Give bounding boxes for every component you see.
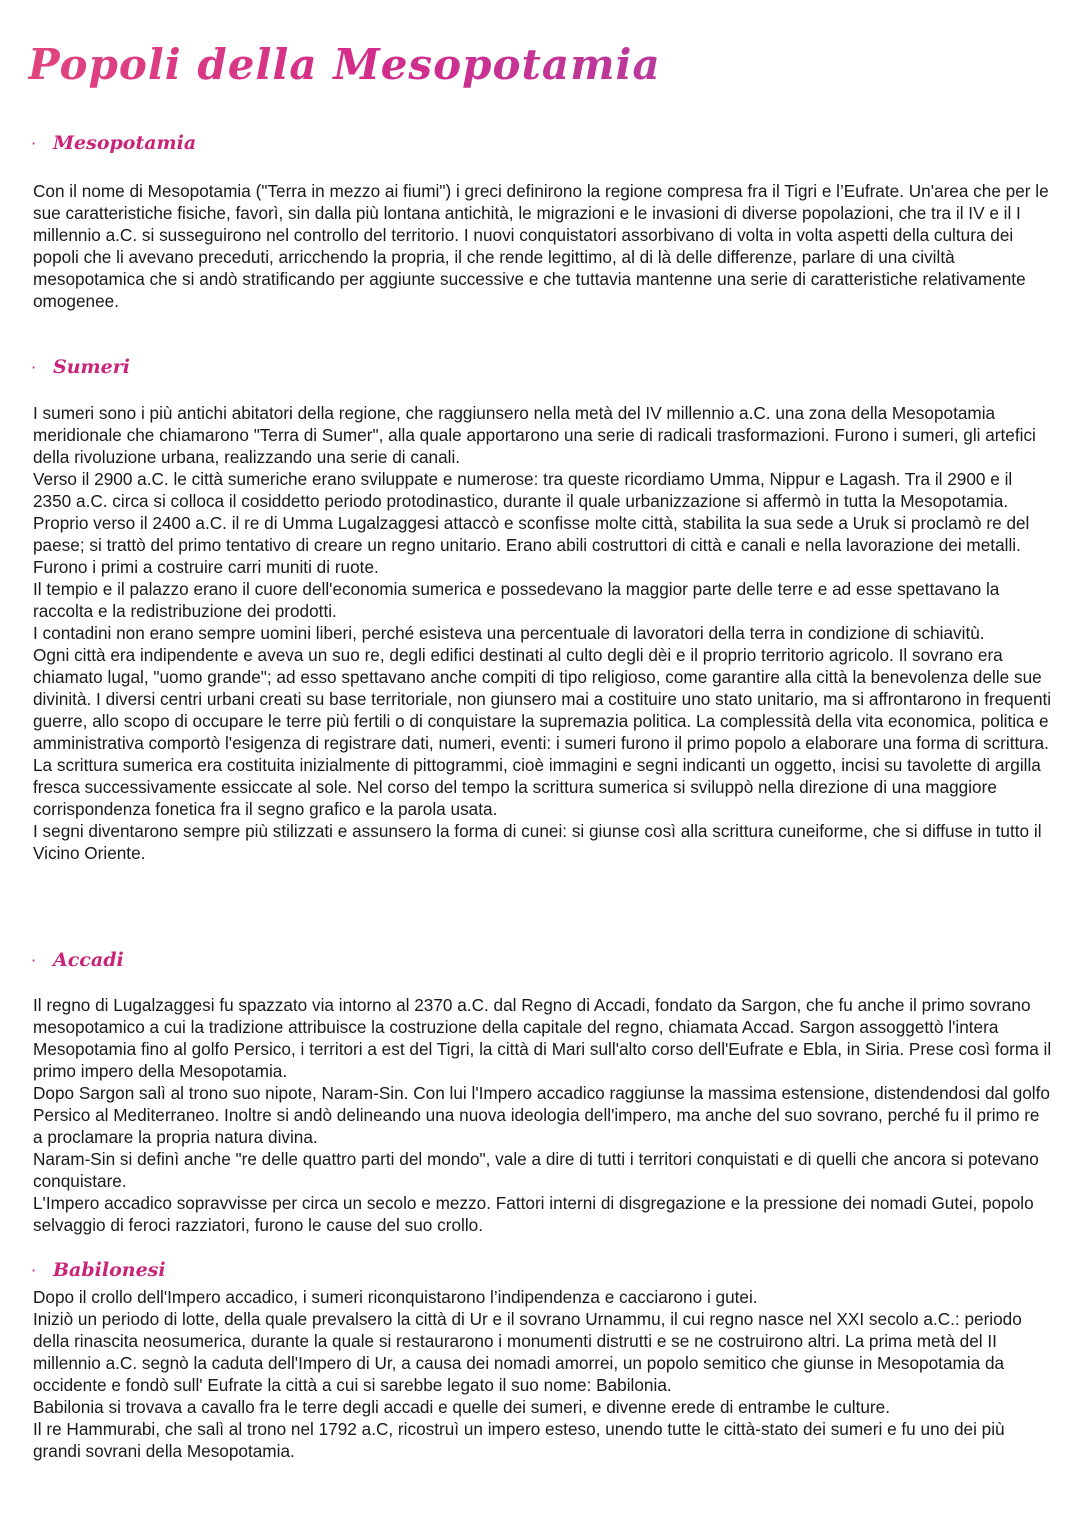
section-body [33, 994, 1053, 1236]
paragraph: Dopo il crollo dell'Impero accadico, i sumeri riconquistarono l’indipendenza e cacciarono i gutei. [33, 1287, 758, 1307]
paragraph: I segni diventarono sempre più stilizzati e assunsero la forma di cunei: si giunse così alla scrittura cuneiforme, che si diffuse in tutto il Vicino Oriente. [33, 821, 1042, 863]
section-heading-text: Babilonesi [53, 1259, 166, 1281]
paragraph: Babilonia si trovava a cavallo fra le terre degli accadi e quelle dei sumeri, e divenne erede di entrambe le culture. [33, 1397, 890, 1417]
paragraph: La scrittura sumerica era costituita inizialmente di pittogrammi, cioè immagini e segni indicanti un oggetto, incisi su tavolette di argilla fresca successivamente essiccate al sole. Nel corso del tempo la scrittura sumerica si sviluppò nella direzione di una maggiore corrispondenza fonetica fra il segno grafico e la parola usata. [33, 755, 1041, 819]
paragraph: Con il nome di Mesopotamia ("Terra in mezzo ai fiumi") i greci definirono la regione compresa fra il Tigri e l’Eufrate. Un'area che per le sue caratteristiche fisiche, favorì, sin dalla più lontana antichità, le migrazioni e le invasioni di diverse popolazioni, che tra il IV e il I millennio a.C. si susseguirono nel controllo del territorio. I nuovi conquistatori assorbivano di volta in volta aspetti della cultura dei popoli che li avevano preceduti, arricchendo la propria, il che rende legittimo, al di là delle differenze, parlare di una civiltà mesopotamica che si andò stratificando per aggiunte successive e che tuttavia mantenne una serie di caratteristiche relativamente omogenee. [33, 181, 1049, 311]
paragraph: Il re Hammurabi, che salì al trono nel 1792 a.C, ricostruì un impero esteso, unendo tutte le città-stato dei sumeri e fu uno dei più grandi sovrani della Mesopotamia. [33, 1419, 1005, 1461]
paragraph: Ogni città era indipendente e aveva un suo re, degli edifici destinati al culto degli dèi e il proprio territorio agricolo. Il sovrano era chiamato lugal, "uomo grande"; ad esso spettavano anche compiti di tipo religioso, come garantire alla città la benevolenza delle sue divinità. I diversi centri urbani creati su base territoriale, non giunsero mai a costituire uno stato unitario, ma si affrontarono in frequenti guerre, allo scopo di occupare le terre più fertili o di conquistare la supremazia politica. La complessità della vita economica, politica e amministrativa comportò l'esigenza di registrare dati, numeri, eventi: i sumeri furono il primo popolo a elaborare una forma di scrittura. [33, 645, 1052, 753]
bullet-icon: · [31, 357, 37, 377]
paragraph: I contadini non erano sempre uomini liberi, perché esisteva una percentuale di lavoratori della terra in condizione di schiavitù. [33, 623, 985, 643]
paragraph: Verso il 2900 a.C. le città sumeriche erano sviluppate e numerose: tra queste ricordiamo Umma, Nippur e Lagash. Tra il 2900 e il 2350 a.C. circa si colloca il cosiddetto periodo protodinastico, durante il quale urbanizzazione si affermò in tutta la Mesopotamia. [33, 469, 1013, 511]
section-sumeri [33, 354, 1053, 864]
section-body [33, 1286, 1053, 1462]
section-mesopotamia [33, 130, 1053, 312]
section-heading-text: Accadi [53, 949, 124, 971]
section-accadi [33, 947, 1053, 1236]
section-heading [33, 947, 1053, 973]
section-body [33, 180, 1053, 312]
section-body [33, 402, 1053, 864]
bullet-icon: · [31, 1260, 37, 1280]
paragraph: L'Impero accadico sopravvisse per circa un secolo e mezzo. Fattori interni di disgregazione e la pressione dei nomadi Gutei, popolo selvaggio di feroci razziatori, furono le cause del suo crollo. [33, 1193, 1034, 1235]
bullet-icon: · [31, 133, 37, 153]
paragraph: I sumeri sono i più antichi abitatori della regione, che raggiunsero nella metà del IV millennio a.C. una zona della Mesopotamia meridionale che chiamarono "Terra di Sumer", alla quale apportarono una serie di radicali trasformazioni. Furono i sumeri, gli artefici della rivoluzione urbana, realizzando una serie di canali. [33, 403, 1036, 467]
bullet-icon: · [31, 950, 37, 970]
paragraph: Dopo Sargon salì al trono suo nipote, Naram-Sin. Con lui l'Impero accadico raggiunse la massima estensione, distendendosi dal golfo Persico al Mediterraneo. Inoltre si andò delineando una nuova ideologia dell'impero, ma anche del suo sovrano, perché fu il primo re a proclamare la propria natura divina. [33, 1083, 1050, 1147]
section-heading-text: Mesopotamia [53, 132, 197, 154]
section-heading-text: Sumeri [53, 356, 130, 378]
page-title: Popoli della Mesopotamia [28, 40, 661, 89]
paragraph: Il tempio e il palazzo erano il cuore dell'economia sumerica e possedevano la maggior parte delle terre e ad esse spettavano la raccolta e la redistribuzione dei prodotti. [33, 579, 1000, 621]
paragraph: Proprio verso il 2400 a.C. il re di Umma Lugalzaggesi attaccò e sconfisse molte città, stabilita la sua sede a Uruk si proclamò re del paese; si trattò del primo tentativo di creare un regno unitario. Erano abili costruttori di città e canali e nella lavorazione dei metalli. Furono i primi a costruire carri muniti di ruote. [33, 513, 1030, 577]
section-heading [33, 130, 1053, 156]
paragraph: Naram-Sin si definì anche "re delle quattro parti del mondo", vale a dire di tutti i territori conquistati e di quelli che ancora si potevano conquistare. [33, 1149, 1039, 1191]
paragraph: Il regno di Lugalzaggesi fu spazzato via intorno al 2370 a.C. dal Regno di Accadi, fondato da Sargon, che fu anche il primo sovrano mesopotamico a cui la tradizione attribuisce la costruzione della capitale del regno, chiamata Accad. Sargon assoggettò l'intera Mesopotamia fino al golfo Persico, i territori a est del Tigri, la città di Mari sull'alto corso dell'Eufrate e Ebla, in Siria. Prese così forma il primo impero della Mesopotamia. [33, 995, 1052, 1081]
paragraph: Iniziò un periodo di lotte, della quale prevalsero la città di Ur e il sovrano Urnammu, il cui regno nasce nel XXI secolo a.C.: periodo della rinascita neosumerica, durante la quale si restaurarono i monumenti distrutti e se ne costruirono altri. La prima metà del II millennio a.C. segnò la caduta dell'Impero di Ur, a causa dei nomadi amorrei, un popolo semitico che giunse in Mesopotamia da occidente e fondò sull' Eufrate la città a cui si sarebbe legato il suo nome: Babilonia. [33, 1309, 1022, 1395]
section-heading [33, 354, 1053, 380]
section-babilonesi [33, 1257, 1053, 1462]
section-heading [33, 1257, 1053, 1283]
